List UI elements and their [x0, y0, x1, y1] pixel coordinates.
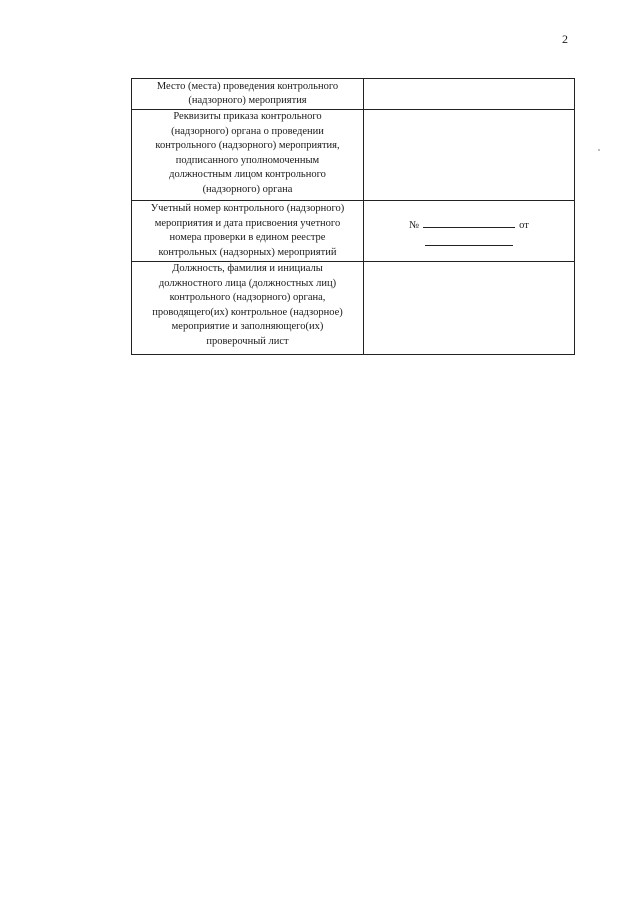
location-value[interactable] [364, 79, 575, 110]
table-row-order-details [132, 110, 575, 201]
order-details-label: Реквизиты приказа контрольного (надзорного) органа о проведении контрольного (надзорного) мероприятия, подписанного уполномоченным должностным лицом контрольного (надзорного) органа [132, 110, 364, 201]
registration-number-blank[interactable] [423, 216, 515, 228]
table-row-official [132, 262, 575, 355]
order-details-value[interactable] [364, 110, 575, 201]
from-word: от [519, 219, 529, 231]
registration-date-blank[interactable] [425, 235, 513, 246]
table-row-registration-number [132, 201, 575, 262]
location-label: Место (места) проведения контрольного (надзорного) мероприятия [132, 79, 364, 110]
official-value[interactable] [364, 262, 575, 355]
scan-speck [598, 149, 600, 151]
official-label: Должность, фамилия и инициалы должностного лица (должностных лиц) контрольного (надзорного) органа, проводящего(их) контрольное (надзорное) мероприятие и заполняющего(их) проверочный лист [132, 262, 364, 355]
registration-number-value [364, 201, 575, 262]
inspection-details-table [131, 78, 575, 355]
number-line [368, 216, 570, 234]
number-sign: № [409, 219, 420, 231]
registration-number-label: Учетный номер контрольного (надзорного) мероприятия и дата присвоения учетного номера проверки в едином реестре контрольных (надзорных) мероприятий [132, 201, 364, 262]
table-row-location [132, 79, 575, 110]
page-number: 2 [562, 32, 568, 46]
